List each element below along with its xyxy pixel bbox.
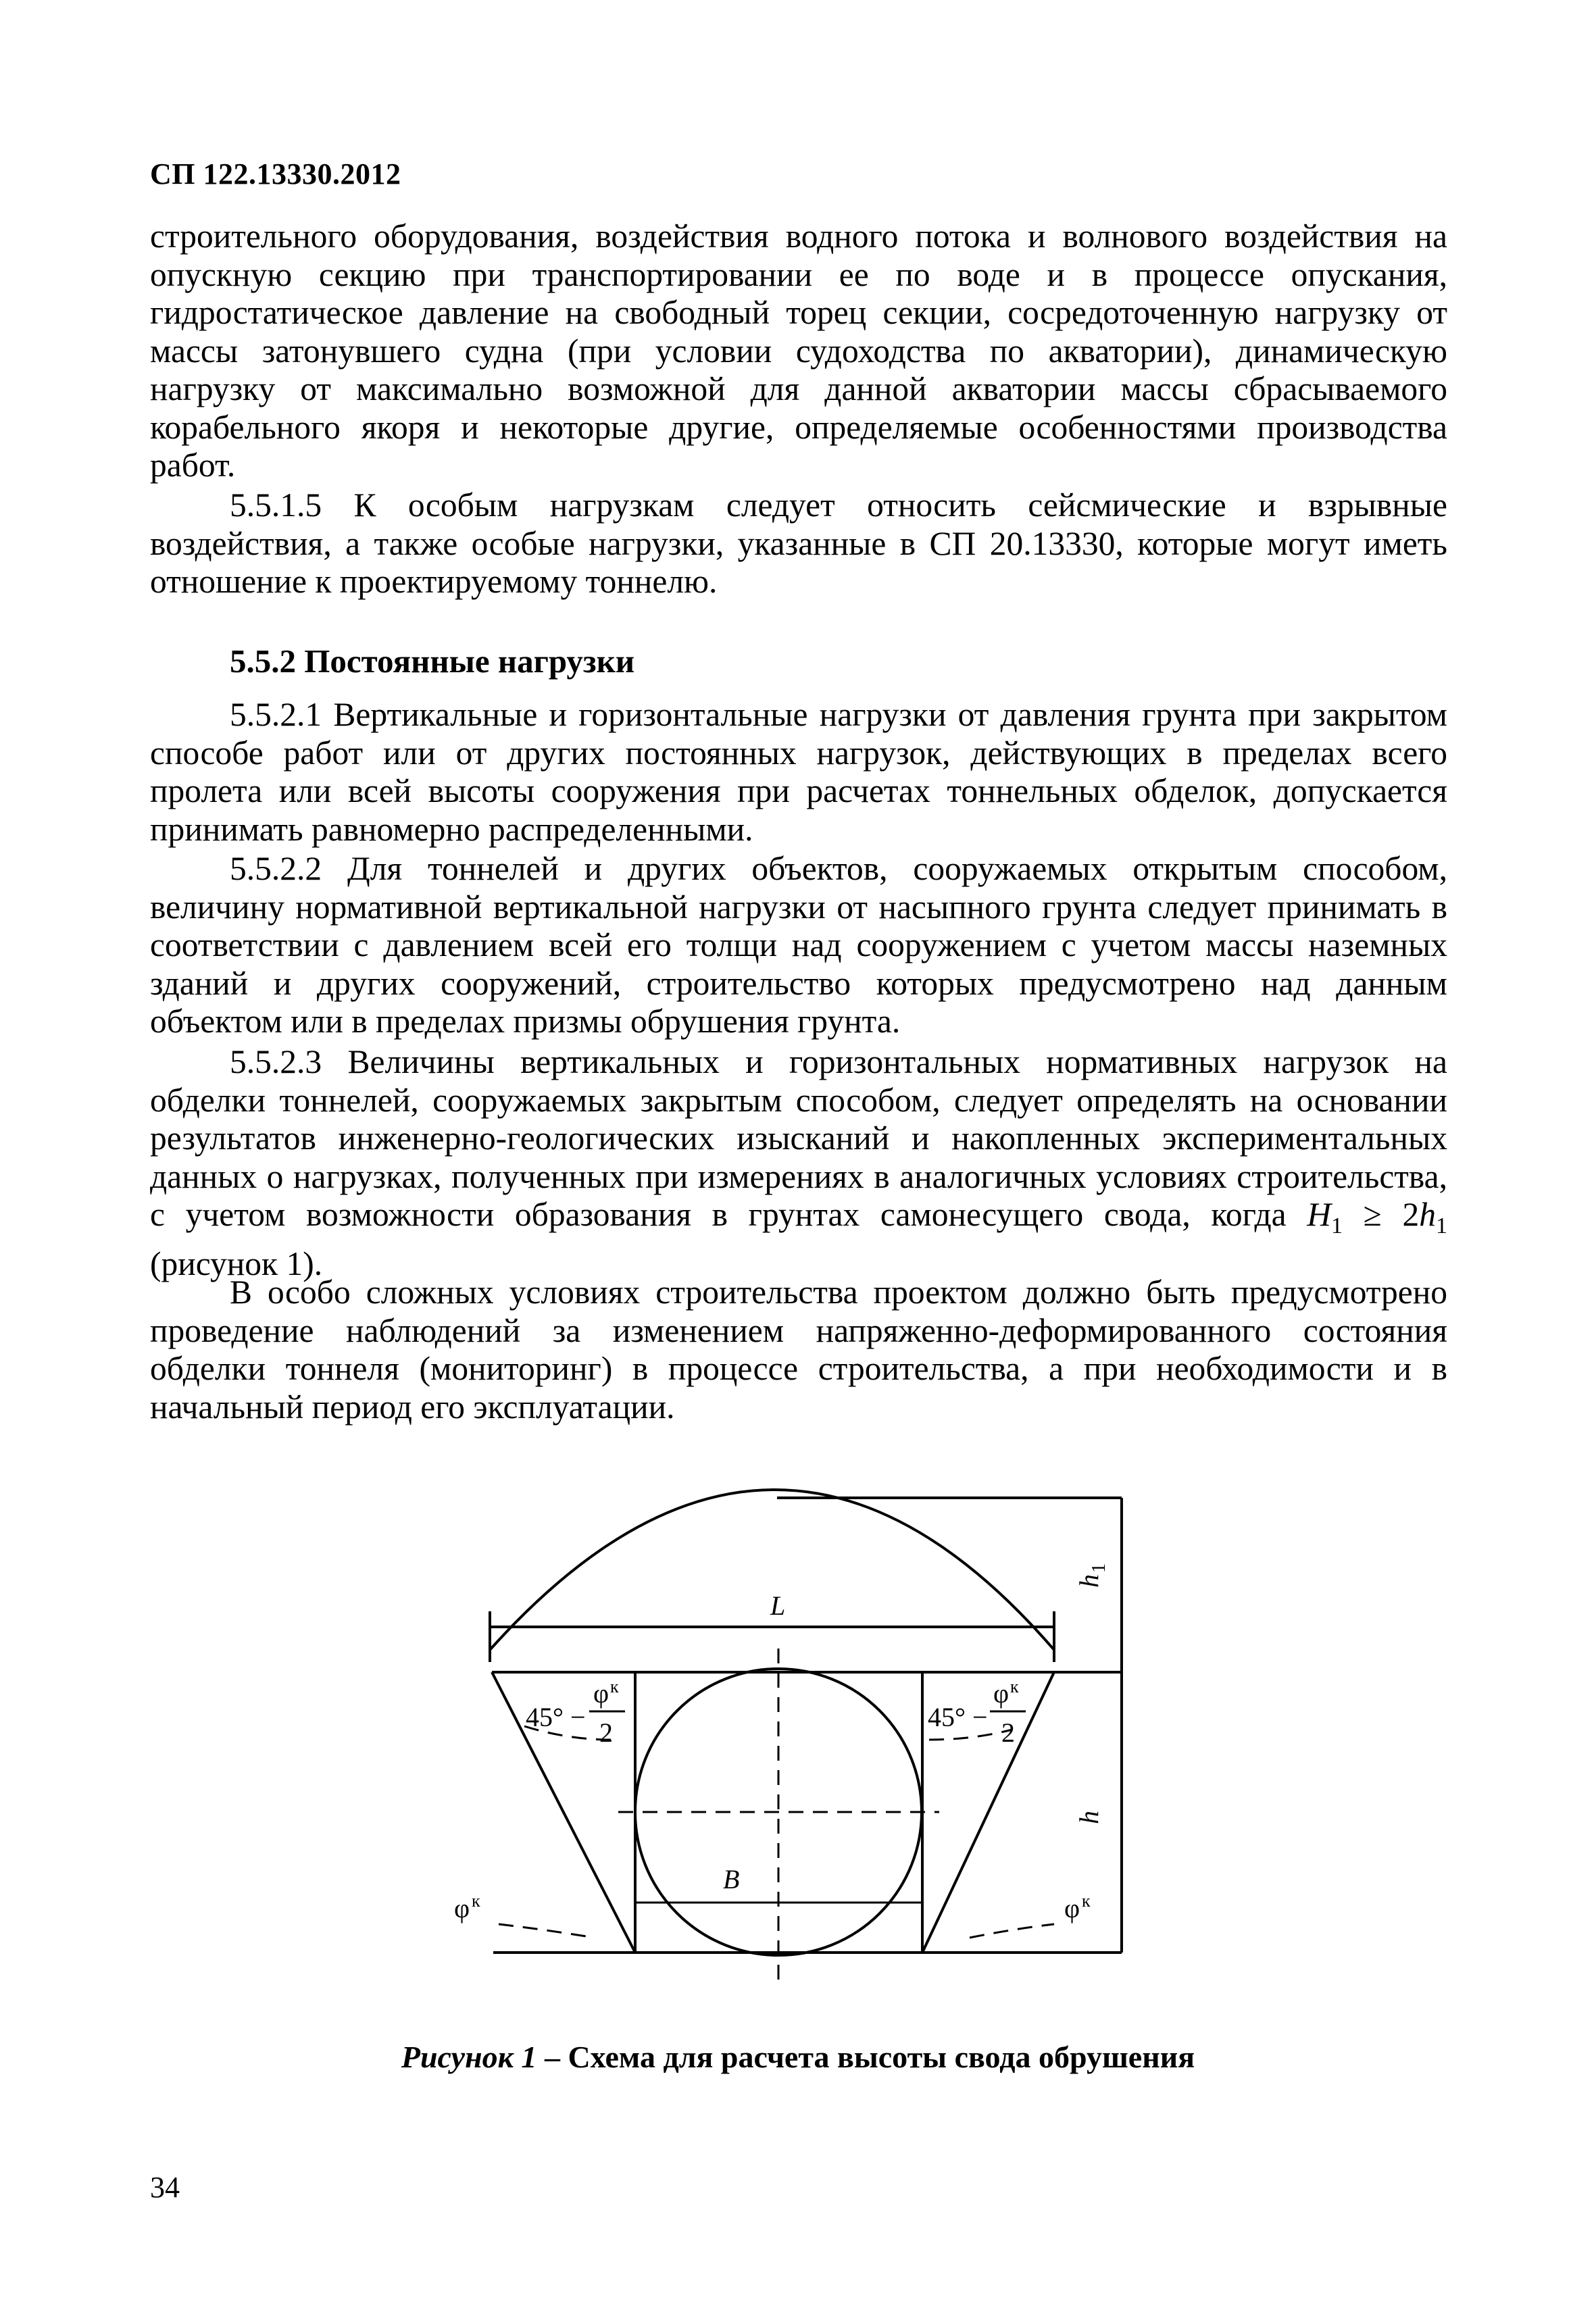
- section-heading: 5.5.2 Постоянные нагрузки: [230, 643, 635, 680]
- page-number: 34: [150, 2171, 180, 2204]
- phi-label-left: φ: [454, 1893, 470, 1923]
- angle-phi-right: φ: [993, 1678, 1009, 1709]
- figure-caption-dash: –: [537, 2040, 568, 2074]
- figure-caption-number: Рисунок 1: [401, 2040, 537, 2074]
- label-L: L: [770, 1590, 786, 1621]
- document-code: СП 122.13330.2012: [150, 157, 401, 191]
- label-h: [1074, 1811, 1104, 1824]
- label-h1: [1074, 1563, 1109, 1588]
- angle-two-left: 2: [599, 1717, 613, 1748]
- phi-k-left: к: [472, 1891, 480, 1911]
- label-B: B: [723, 1864, 740, 1894]
- formula-H1: $H_1$: [1307, 1196, 1343, 1238]
- paragraph-5-5-2-2: 5.5.2.2 Для тоннелей и других объектов, сооружаемых открытым способом, величину нормативной вертикальной нагрузки от насыпного грунта следует принимать в соответствии с давлением всей его толщи над сооружением с учетом массы наземных зданий и других сооружений, строительство которых предусмотрено над данным объектом или в пределах призмы обрушения грунта.: [150, 850, 1447, 1040]
- phi-label-right: φ: [1064, 1893, 1080, 1923]
- angle-k-left: к: [610, 1677, 619, 1696]
- paragraph-5-5-2-1: 5.5.2.1 Вертикальные и горизонтальные нагрузки от давления грунта при закрытом способе работ или от других постоянных нагрузок, действующих в пределах всего пролета или всей высоты сооружения при расчетах тоннельных обделок, допускается принимать равномерно распределенными.: [150, 696, 1447, 848]
- angle-k-right: к: [1010, 1677, 1019, 1696]
- paragraph-monitoring: В особо сложных условиях строительства проектом должно быть предусмотрено проведение наблюдений за изменением напряженно-деформированного состояния обделки тоннеля (мониторинг) в процессе строительства, а при необходимости и в начальный период его эксплуатации.: [150, 1274, 1447, 1426]
- angle-phi-left: φ: [593, 1678, 609, 1709]
- angle-two-right: 2: [1001, 1717, 1015, 1748]
- phi-arc-right: [970, 1924, 1054, 1938]
- svg-text:1: 1: [1089, 1563, 1109, 1573]
- svg-text:h: h: [1074, 1811, 1104, 1824]
- phi-arc-left: [499, 1924, 595, 1938]
- paragraph-continuation: строительного оборудования, воздействия водного потока и волнового воздействия на опускную секцию при транспортировании ее по воде и в процессе опускания, гидростатическое давление на свободный торец секции, сосредоточенную нагрузку от массы затонувшего судна (при условии судоходства по акватории), динамическую нагрузку от максимально возможной для данной акватории массы сбрасываемого корабельного якоря и некоторые другие, определяемые особенностями производства работ.: [150, 218, 1447, 484]
- paragraph-5-5-1-5: 5.5.1.5 К особым нагрузкам следует относить сейсмические и взрывные воздействия, а также особые нагрузки, указанные в СП 20.13330, которые могут иметь отношение к проектируемому тоннелю.: [150, 486, 1447, 600]
- figure-caption-text: Схема для расчета высоты свода обрушения: [568, 2040, 1195, 2074]
- paragraph-5-5-2-3-text: 5.5.2.3 Величины вертикальных и горизонтальных нормативных нагрузок на обделки тоннелей, сооружаемых закрытым способом, следует определять на основании результатов инженерно-геологических изысканий и накопленных экспериментальных данных о нагрузках, полученных при измерениях в аналогичных условиях строительства, с учетом возможности образования в грунтах самонесущего свода, когда: [150, 1043, 1447, 1233]
- formula-ge: ≥ 2: [1343, 1196, 1420, 1233]
- svg-text:h: h: [1074, 1574, 1104, 1588]
- angle-label-left: 45° −: [526, 1702, 586, 1732]
- phi-k-right: к: [1082, 1891, 1091, 1911]
- angle-label-right: 45° −: [928, 1702, 988, 1732]
- figure-reference: (рисунок 1).: [150, 1245, 323, 1283]
- formula-h1: $h_1$: [1419, 1196, 1447, 1238]
- figure-caption: [0, 2039, 1596, 2075]
